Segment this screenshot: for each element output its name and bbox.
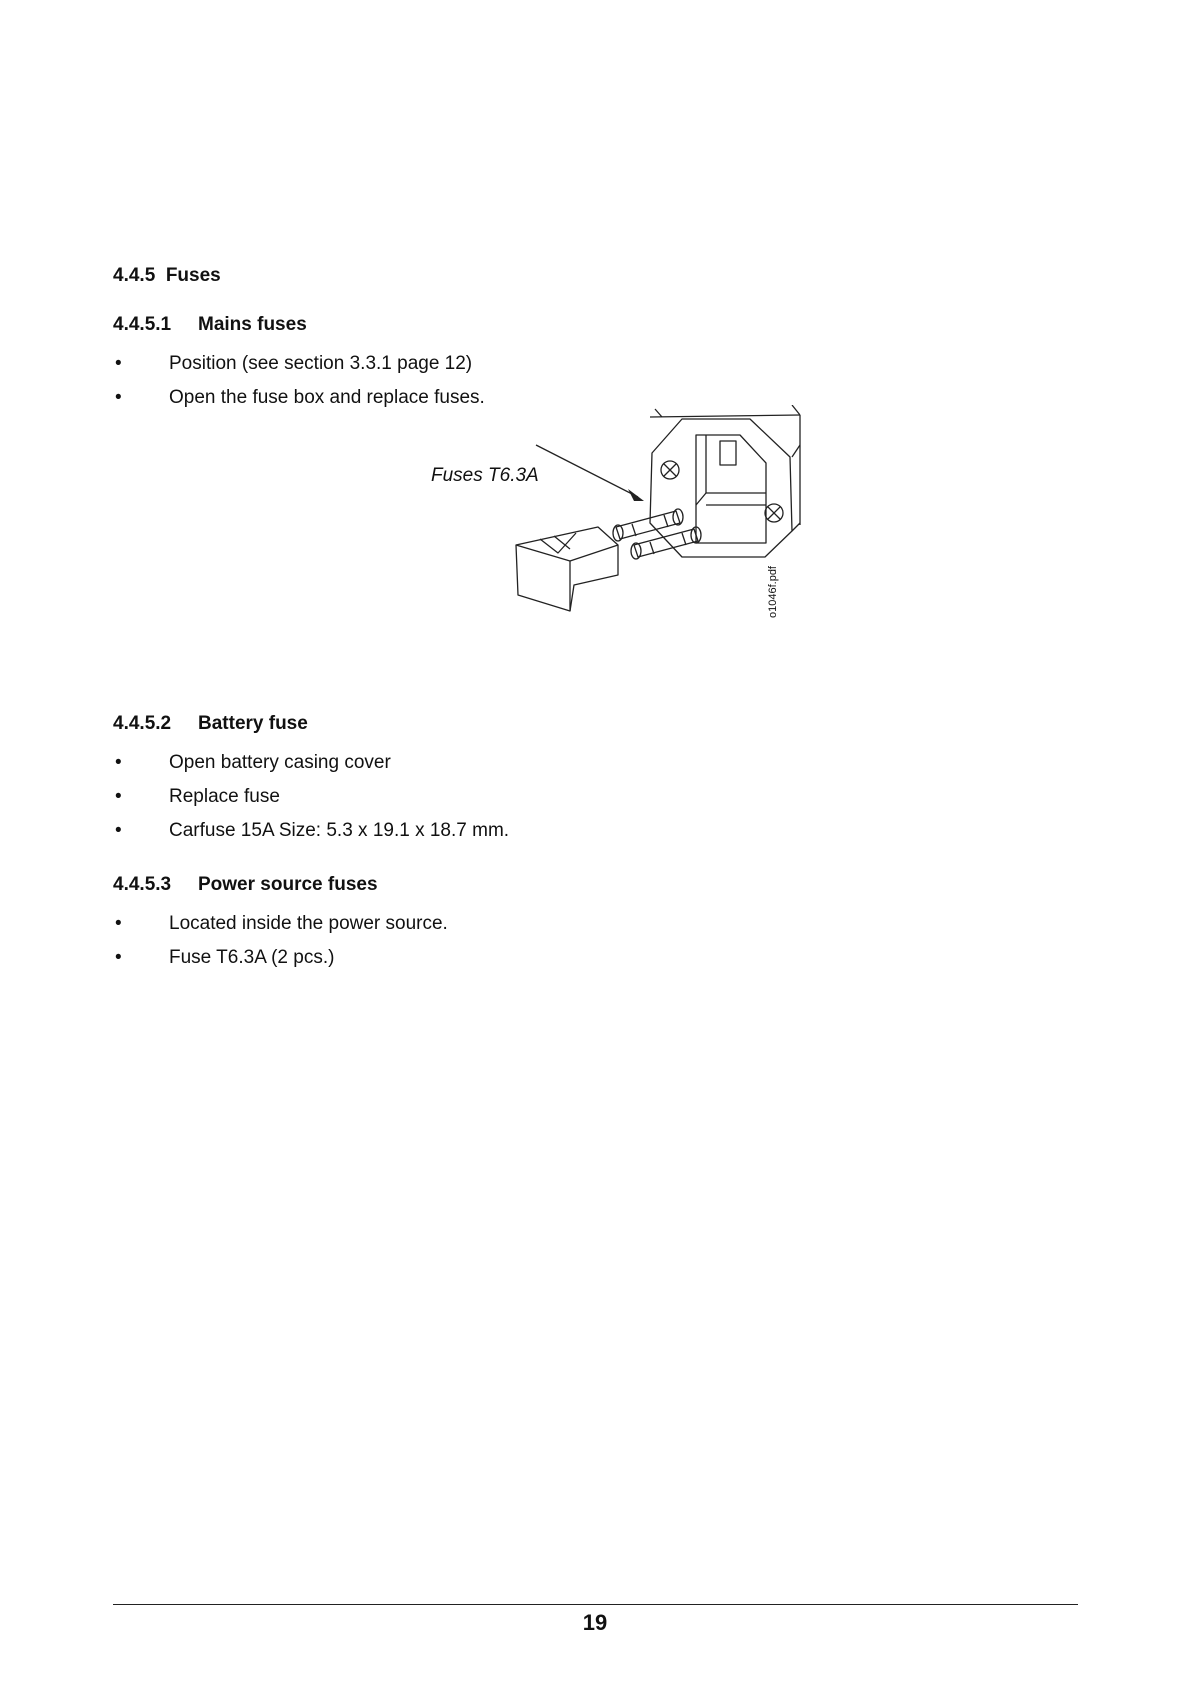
bullet: •	[115, 387, 122, 408]
section-title: Mains fuses	[198, 314, 307, 335]
bullet: •	[115, 786, 122, 807]
section-title: Fuses	[165, 265, 221, 286]
figure-file-reference: o1046f.pdf	[767, 566, 779, 618]
section-heading-4-4-5-3	[113, 874, 378, 896]
list-item-text: Located inside the power source.	[169, 913, 448, 934]
list-item-text: Replace fuse	[169, 786, 280, 807]
section-heading-4-4-5-1	[113, 314, 307, 336]
list-item-text: Position (see section 3.3.1 page 12)	[169, 353, 473, 374]
fuse-box-illustration	[420, 405, 810, 685]
list-item-text: Fuse T6.3A (2 pcs.)	[169, 947, 335, 968]
bullet: •	[115, 947, 122, 968]
page-number: 19	[582, 1610, 608, 1635]
list-item-text: Open the fuse box and replace fuses.	[169, 387, 485, 408]
section-number: 4.4.5.3	[113, 874, 172, 895]
list-item-text: Open battery casing cover	[169, 752, 391, 773]
bullet: •	[115, 913, 122, 934]
bullet: •	[115, 353, 122, 374]
section-number: 4.4.5.1	[113, 314, 172, 335]
section-title: Battery fuse	[198, 713, 308, 734]
bullet: •	[115, 752, 122, 773]
section-number: 4.4.5.2	[113, 713, 172, 734]
section-heading-4-4-5-2	[113, 713, 308, 735]
bullet: •	[115, 820, 122, 841]
footer-rule	[113, 1604, 1078, 1605]
section-title: Power source fuses	[198, 874, 378, 895]
figure-caption: Fuses T6.3A	[431, 465, 539, 486]
section-number: 4.4.5	[113, 265, 156, 286]
list-item-text: Carfuse 15A Size: 5.3 x 19.1 x 18.7 mm.	[169, 820, 510, 841]
section-heading-4-4-5	[113, 265, 221, 287]
